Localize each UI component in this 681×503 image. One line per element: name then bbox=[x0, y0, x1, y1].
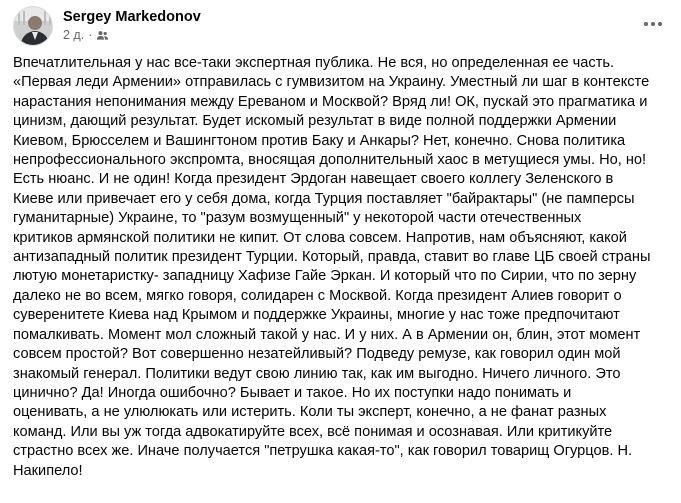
post-text-line: суверенитете Киева над Крымом и поддержке Украины, многие у нас тоже предпочитают bbox=[13, 307, 620, 324]
more-horizontal-icon bbox=[643, 21, 663, 27]
post-text-line: Впечатлительная у нас все-таки экспертная публика. Не вся, но определенная ее часть. bbox=[13, 55, 615, 71]
post-text-line: непрофессионального экспромта, вносящая дополнительный хаос в метущиеся умы. Но, но! bbox=[13, 152, 647, 169]
avatar-photo bbox=[14, 7, 53, 46]
post-text-line: Киевом, Брюсселем и Вашингтоном против Баку и Анкары? Нет, конечно. Снова политика bbox=[13, 132, 626, 149]
friends-icon[interactable] bbox=[96, 29, 109, 42]
post-text-line: антизападный политик президент Турции. Который, правда, ставит во главе ЦБ своей страны bbox=[13, 249, 651, 266]
post-text-line: критиков армянской политики не кипит. От слова совсем. Напротив, нам объясняют, какой bbox=[13, 229, 627, 246]
post-text-line: гуманитарные) Украине, то "разум возмущенный" у некоторой части отечественных bbox=[13, 210, 582, 227]
post-header bbox=[13, 6, 671, 46]
author-name[interactable]: Sergey Markedonov bbox=[63, 9, 201, 25]
post-text-line: «Первая леди Армении» отправилась с гумвизитом на Украину. Уместный ли шаг в контексте bbox=[13, 74, 650, 91]
post-text-line: страстно всех же. Иначе получается "петрушка какая-то", как говорил товарищ Огурцов. Н. bbox=[13, 443, 633, 460]
post-timestamp[interactable]: 2 д. bbox=[63, 28, 85, 42]
post-text-line: оценивать, а не улюлюкать или истерить. Коли ты эксперт, конечно, а не фанат разных bbox=[13, 404, 607, 421]
post-text-line: Киеве или привечает его у себя дома, когда Турция поставляет "байрактары" (не памперсы bbox=[13, 190, 635, 207]
post-text-line: далеко не во всем, мягко говоря, солидарен с Москвой. Когда президент Алиев говорит о bbox=[13, 287, 622, 304]
post-text-line: команд. Или вы уж тогда адвокатируйте всех, всё понимая и осознавая. Или критикуйте bbox=[13, 423, 613, 440]
avatar[interactable] bbox=[13, 6, 53, 46]
post-text-line: цинизм, дающий результат. Будет искомый результат в виде полной поддержки Армении bbox=[13, 113, 617, 130]
post-text-line: знакомый генерал. Политики ведут свою линию так, как им выгодно. Ничего личного. Это bbox=[13, 365, 621, 382]
meta-separator: · bbox=[88, 28, 93, 42]
post-text-line: цинично? Да! Иногда ошибочно? Бывает и такое. Но их поступки надо понимать и bbox=[13, 384, 572, 401]
post-text-line: помалкивать. Момент мол сложный такой у нас. И у них. А в Армении он, блин, этот момент bbox=[13, 326, 641, 343]
post-meta bbox=[63, 28, 109, 42]
post-text-line: Накипело! bbox=[13, 462, 83, 479]
more-options-button[interactable] bbox=[635, 6, 671, 42]
post-text-line: лютую монетаристку- западницу Хафизе Гайе Эркан. И который что по Сирии, что по зерну bbox=[13, 268, 637, 285]
post-text-line: Есть нюанс. И не один! Когда президент Эрдоган навещает своего коллегу Зеленского в bbox=[13, 171, 614, 188]
post-text-line: нарастания непонимания между Ереваном и Москвой? Вряд ли! ОК, пускай это прагматика и bbox=[13, 93, 648, 110]
post-body bbox=[13, 54, 673, 481]
post-text-line: совсем простой? Вот совершенно незатейливый? Подведу ремузе, как говорил один мой bbox=[13, 346, 621, 363]
